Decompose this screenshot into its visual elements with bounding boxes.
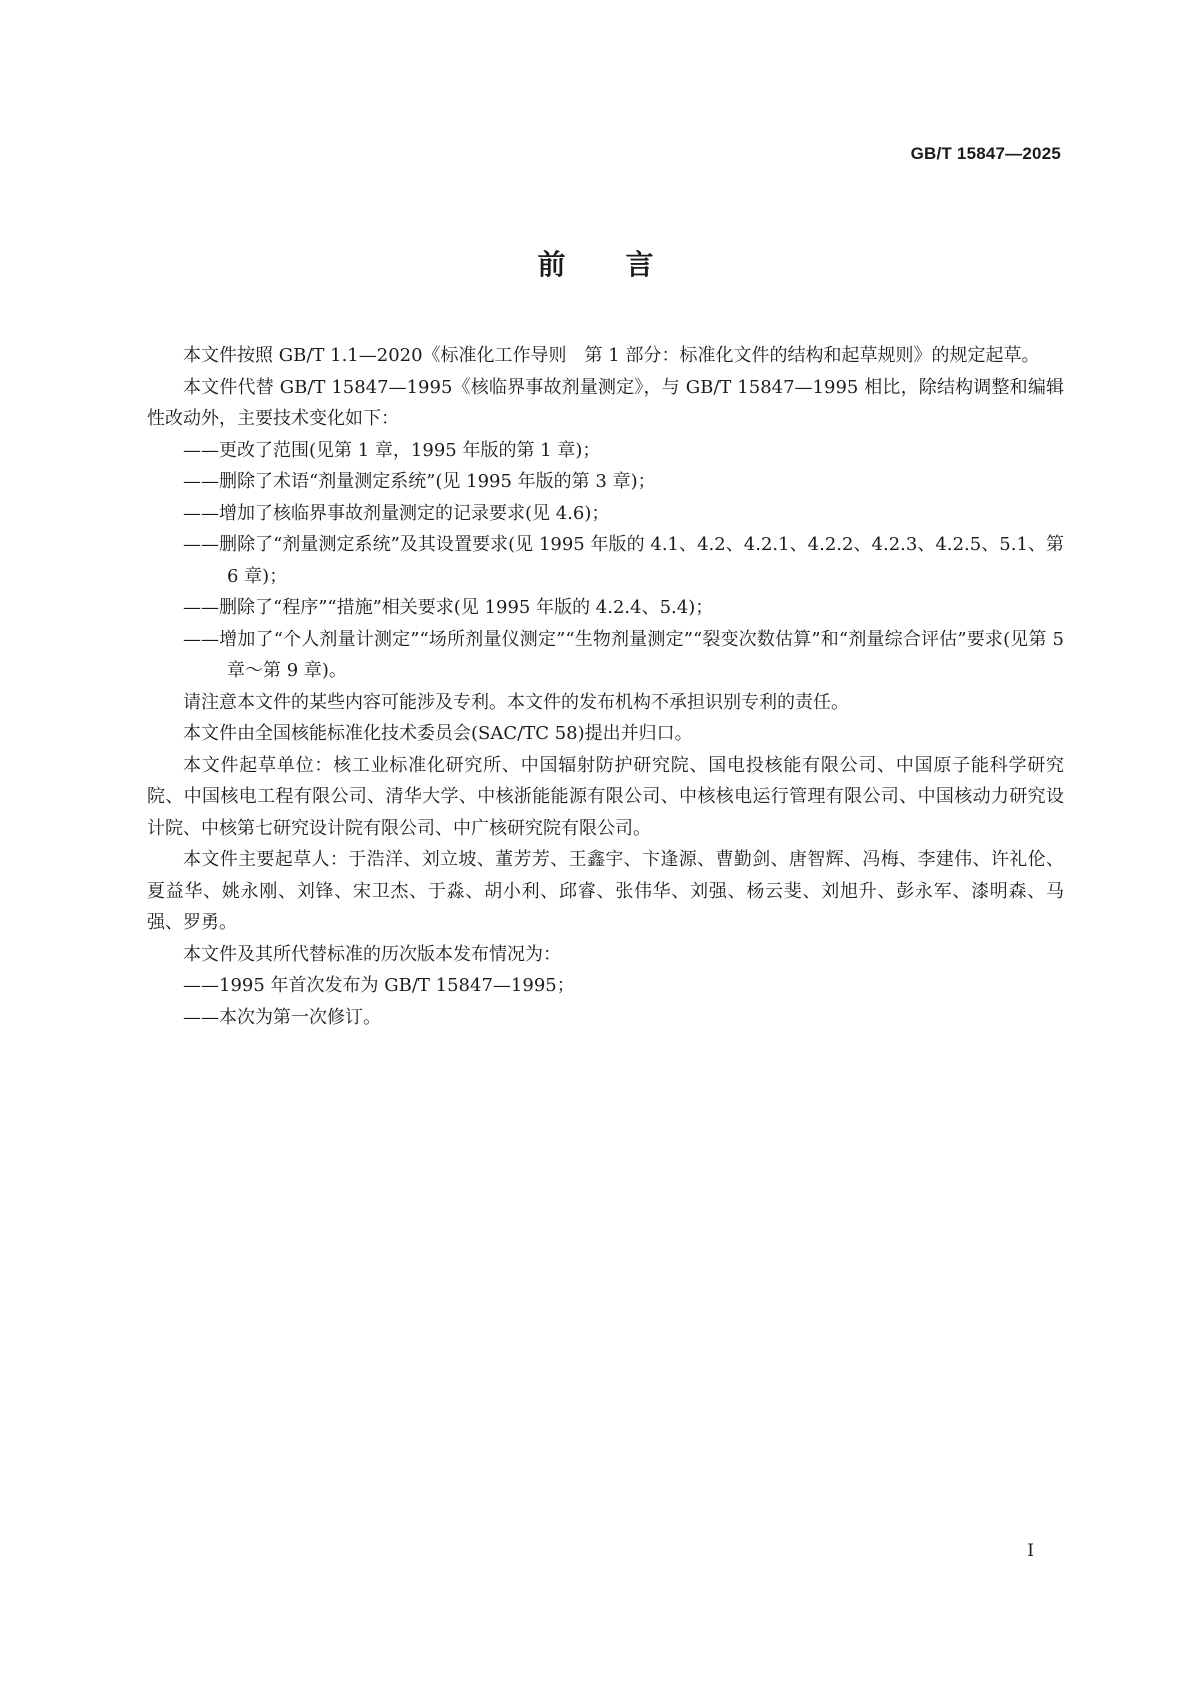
paragraph-replacement: 本文件代替 GB/T 15847—1995《核临界事故剂量测定》，与 GB/T 15847—1995 相比，除结构调整和编辑性改动外，主要技术变化如下： (147, 376, 1064, 429)
paragraph-proposer: 本文件由全国核能标准化技术委员会(SAC/TC 58)提出并归口。 (183, 723, 693, 744)
paragraph-drafting-units: 本文件起草单位：核工业标准化研究所、中国辐射防护研究院、国电投核能有限公司、中国原子能科学研究院、中国核电工程有限公司、清华大学、中核浙能能源有限公司、中核核电运行管理有限公司、中国核动力研究设计院、中核第七研究设计院有限公司、中广核研究院有限公司。 (147, 754, 1064, 839)
page-title: 前言 (537, 248, 714, 281)
change-item: ——删除了“程序”“措施”相关要求(见 1995 年版的 4.2.4、5.4)； (183, 597, 714, 618)
change-item: ——删除了术语“剂量测定系统”(见 1995 年版的第 3 章)； (183, 471, 656, 492)
standard-code: GB/T 15847—2025 (910, 144, 1061, 163)
paragraph-patent-notice: 请注意本文件的某些内容可能涉及专利。本文件的发布机构不承担识别专利的责任。 (183, 691, 849, 713)
page-number: I (1027, 1541, 1034, 1561)
history-item: ——1995 年首次发布为 GB/T 15847—1995； (183, 975, 575, 996)
change-item: ——增加了“个人剂量计测定”“场所剂量仪测定”“生物剂量测定”“裂变次数估算”和“剂量综合评估”要求(见第 5 章～第 9 章)。 (183, 628, 1064, 681)
paragraph-drafters: 本文件主要起草人：于浩洋、刘立坡、董芳芳、王鑫宇、卞逢源、曹勤剑、唐智辉、冯梅、李建伟、许礼伦、夏益华、姚永刚、刘锋、宋卫杰、于淼、胡小利、邱睿、张伟华、刘强、杨云斐、刘旭升、彭永军、漆明森、马强、罗勇。 (147, 849, 1064, 933)
change-item: ——更改了范围(见第 1 章，1995 年版的第 1 章)； (183, 439, 601, 461)
foreword-body (147, 340, 1064, 1033)
history-item: ——本次为第一次修订。 (183, 1006, 381, 1028)
paragraph-version-history: 本文件及其所代替标准的历次版本发布情况为： (183, 943, 561, 965)
change-item: ——增加了核临界事故剂量测定的记录要求(见 4.6)； (183, 502, 610, 524)
paragraph-drafting-rules: 本文件按照 GB/T 1.1—2020《标准化工作导则 第 1 部分：标准化文件的结构和起草规则》的规定起草。 (183, 345, 1040, 366)
change-item: ——删除了“剂量测定系统”及其设置要求(见 1995 年版的 4.1、4.2、4.2.1、4.2.2、4.2.3、4.2.5、5.1、第 6 章)； (183, 534, 1064, 587)
